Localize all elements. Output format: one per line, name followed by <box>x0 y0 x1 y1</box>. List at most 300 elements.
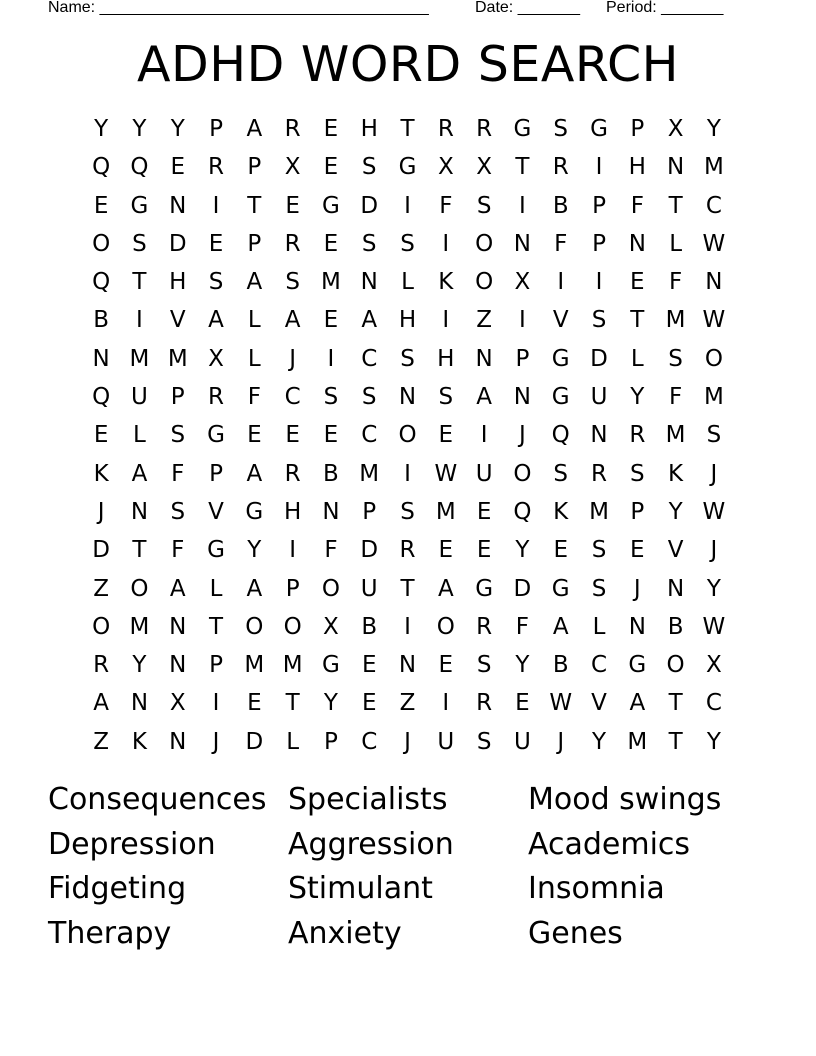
grid-letter: I <box>442 690 450 717</box>
grid-letter: N <box>628 613 646 640</box>
grid-letter: F <box>171 537 185 564</box>
grid-letter: E <box>438 537 454 564</box>
grid-letter: Y <box>591 728 607 755</box>
grid-letter: W <box>702 307 726 334</box>
grid-letter: X <box>476 154 492 181</box>
grid-letter: N <box>398 652 417 679</box>
grid-letter: V <box>552 307 569 334</box>
grid-letter: C <box>705 192 722 219</box>
grid-letter: W <box>702 613 726 640</box>
grid-letter: R <box>629 422 646 449</box>
grid-letter: S <box>591 307 607 334</box>
grid-letter: N <box>513 384 532 411</box>
grid-letter: R <box>208 384 225 411</box>
grid-letter: M <box>589 498 609 525</box>
grid-letter: N <box>666 575 685 602</box>
grid-letter: S <box>170 422 186 449</box>
grid-letter: I <box>212 690 220 717</box>
grid-letter: P <box>323 728 338 755</box>
grid-letter: D <box>245 728 264 755</box>
grid-letter: Z <box>93 575 110 602</box>
grid-letter: I <box>519 192 526 219</box>
grid-row <box>82 340 733 378</box>
word-list-item: Genes <box>528 916 623 952</box>
grid-letter: B <box>552 652 569 679</box>
grid-letter: Y <box>247 537 262 564</box>
grid-letter: O <box>398 422 417 449</box>
grid-letter: I <box>557 269 565 296</box>
grid-letter: I <box>404 613 411 640</box>
grid-letter: E <box>285 422 300 449</box>
grid-row <box>82 455 733 493</box>
grid-row <box>82 110 733 148</box>
grid-letter: Y <box>170 116 185 142</box>
grid-row <box>82 531 733 569</box>
grid-letter: Q <box>551 422 570 449</box>
grid-letter: H <box>398 307 417 334</box>
grid-letter: V <box>591 690 607 717</box>
grid-letter: M <box>359 460 380 487</box>
grid-letter: E <box>93 192 109 219</box>
grid-letter: D <box>590 345 608 372</box>
grid-letter: U <box>513 728 531 755</box>
grid-letter: K <box>131 728 147 755</box>
grid-letter: Z <box>93 728 110 755</box>
grid-letter: G <box>130 192 149 219</box>
grid-letter: Z <box>399 690 416 717</box>
grid-letter: T <box>132 269 147 296</box>
grid-letter: X <box>208 345 224 372</box>
grid-letter: G <box>245 498 264 525</box>
grid-letter: D <box>360 537 379 564</box>
grid-letter: D <box>360 192 379 219</box>
grid-letter: A <box>629 690 646 717</box>
grid-letter: T <box>400 575 415 602</box>
grid-letter: J <box>519 422 526 449</box>
grid-letter: E <box>323 154 339 181</box>
grid-letter: D <box>92 537 110 564</box>
grid-letter: R <box>591 460 607 487</box>
grid-letter: M <box>244 652 265 679</box>
grid-letter: J <box>710 460 718 487</box>
grid-letter: N <box>513 230 532 257</box>
grid-letter: N <box>322 498 340 525</box>
grid-letter: A <box>208 307 224 334</box>
grid-letter: G <box>207 422 225 449</box>
page-title: ADHD WORD SEARCH <box>136 36 680 93</box>
grid-letter: S <box>706 422 722 449</box>
grid-letter: G <box>628 652 647 679</box>
word-list <box>48 778 768 957</box>
grid-letter: B <box>667 613 684 640</box>
grid-letter: E <box>515 690 530 717</box>
grid-letter: P <box>630 498 645 525</box>
grid-letter: X <box>437 154 454 181</box>
grid-letter: M <box>703 384 724 411</box>
grid-letter: O <box>283 613 302 640</box>
grid-row <box>82 378 733 416</box>
grid-letter: A <box>169 575 186 602</box>
grid-letter: M <box>435 498 456 525</box>
grid-letter: O <box>513 460 532 487</box>
grid-letter: H <box>628 154 646 181</box>
grid-letter: B <box>361 613 378 640</box>
grid-letter: K <box>93 460 109 487</box>
grid-letter: L <box>630 345 644 372</box>
grid-letter: J <box>404 728 411 755</box>
grid-letter: I <box>595 269 603 296</box>
grid-letter: H <box>437 345 455 372</box>
grid-letter: E <box>170 154 186 181</box>
grid-letter: E <box>438 422 454 449</box>
grid-letter: E <box>323 307 339 334</box>
grid-row <box>82 148 733 186</box>
grid-letter: A <box>246 269 263 296</box>
grid-letter: S <box>476 652 492 679</box>
grid-letter: O <box>666 652 685 679</box>
grid-letter: T <box>132 537 147 564</box>
grid-letter: P <box>247 154 262 181</box>
grid-letter: Y <box>630 384 645 411</box>
grid-row <box>82 225 733 263</box>
grid-letter: G <box>551 575 570 602</box>
grid-letter: M <box>665 307 686 334</box>
grid-letter: Y <box>706 116 721 142</box>
grid-letter: T <box>400 116 415 142</box>
grid-letter: Y <box>323 690 338 717</box>
grid-letter: Q <box>513 498 532 525</box>
grid-letter: S <box>591 575 607 602</box>
grid-letter: W <box>549 690 573 717</box>
grid-letter: N <box>169 192 187 219</box>
grid-letter: O <box>475 269 494 296</box>
grid-letter: I <box>595 154 603 181</box>
grid-letter: C <box>361 345 378 372</box>
grid-letter: J <box>710 537 718 564</box>
student-info-header <box>48 0 748 20</box>
grid-letter: X <box>706 652 722 679</box>
grid-letter: R <box>284 230 301 257</box>
grid-letter: P <box>285 575 300 602</box>
grid-letter: B <box>93 307 110 334</box>
grid-letter: I <box>480 422 488 449</box>
grid-letter: Q <box>130 154 149 181</box>
grid-row <box>82 493 733 531</box>
grid-letter: K <box>553 498 569 525</box>
grid-letter: T <box>668 192 683 219</box>
grid-letter: B <box>323 460 339 487</box>
grid-letter: N <box>92 345 110 372</box>
grid-letter: E <box>630 537 645 564</box>
grid-letter: S <box>361 384 377 411</box>
grid-letter: S <box>361 230 377 257</box>
grid-letter: U <box>437 728 455 755</box>
grid-letter: T <box>668 728 683 755</box>
grid-letter: T <box>668 690 683 717</box>
grid-letter: M <box>282 652 303 679</box>
date-field: Date: _______ <box>475 0 580 16</box>
grid-letter: M <box>703 154 724 181</box>
grid-row <box>82 416 733 454</box>
grid-letter: E <box>361 652 377 679</box>
grid-letter: S <box>630 460 645 487</box>
grid-letter: A <box>246 575 263 602</box>
grid-letter: F <box>247 384 261 411</box>
grid-letter: O <box>92 230 111 257</box>
grid-letter: E <box>93 422 109 449</box>
grid-letter: H <box>360 116 378 142</box>
grid-letter: G <box>551 345 570 372</box>
grid-letter: E <box>323 422 339 449</box>
grid-letter: L <box>286 728 300 755</box>
grid-letter: I <box>212 192 220 219</box>
grid-letter: C <box>284 384 301 411</box>
grid-letter: E <box>323 116 339 142</box>
grid-letter: Y <box>515 652 530 679</box>
word-list-item: Mood swings <box>528 782 722 817</box>
grid-letter: J <box>289 345 297 372</box>
grid-letter: P <box>630 116 645 142</box>
grid-letter: G <box>207 537 225 564</box>
grid-letter: Q <box>92 269 111 296</box>
grid-letter: S <box>553 116 569 142</box>
grid-letter: G <box>513 116 532 142</box>
grid-letter: V <box>667 537 684 564</box>
grid-letter: I <box>519 307 526 334</box>
grid-letter: D <box>168 230 187 257</box>
grid-letter: H <box>283 498 302 525</box>
grid-letter: N <box>169 728 187 755</box>
grid-letter: Y <box>94 116 109 142</box>
word-list-item: Insomnia <box>528 871 665 907</box>
grid-letter: G <box>322 192 340 219</box>
grid-letter: C <box>705 690 722 717</box>
grid-letter: F <box>630 192 644 219</box>
grid-letter: E <box>553 537 568 564</box>
grid-letter: O <box>130 575 149 602</box>
grid-letter: J <box>633 575 641 602</box>
grid-letter: A <box>476 384 492 411</box>
grid-row <box>82 301 733 339</box>
grid-letter: P <box>209 460 223 487</box>
grid-letter: O <box>92 613 111 640</box>
grid-letter: L <box>209 575 223 602</box>
grid-letter: M <box>627 728 648 755</box>
grid-letter: A <box>246 116 263 142</box>
grid-letter: F <box>554 230 568 257</box>
grid-letter: Z <box>476 307 492 334</box>
grid-letter: F <box>668 384 683 411</box>
grid-letter: T <box>515 154 530 181</box>
grid-letter: E <box>630 269 645 296</box>
grid-letter: M <box>129 613 150 640</box>
word-list-item: Specialists <box>288 782 448 817</box>
grid-letter: G <box>398 154 417 181</box>
grid-letter: D <box>513 575 532 602</box>
grid-letter: U <box>475 460 493 487</box>
grid-letter: R <box>284 116 301 142</box>
grid-letter: R <box>208 154 225 181</box>
grid-letter: O <box>321 575 340 602</box>
grid-letter: R <box>552 154 569 181</box>
grid-row <box>82 646 733 684</box>
grid-letter: N <box>475 345 493 372</box>
grid-letter: S <box>668 345 683 372</box>
grid-letter: G <box>475 575 494 602</box>
grid-letter: E <box>247 422 262 449</box>
grid-letter: N <box>398 384 417 411</box>
grid-letter: M <box>167 345 188 372</box>
grid-letter: R <box>476 613 493 640</box>
grid-row <box>82 263 733 301</box>
grid-letter: P <box>170 384 185 411</box>
grid-letter: C <box>361 422 378 449</box>
grid-letter: P <box>592 192 606 219</box>
grid-letter: L <box>401 269 414 296</box>
grid-letter: L <box>247 307 261 334</box>
grid-letter: S <box>591 537 607 564</box>
grid-letter: S <box>361 154 377 181</box>
grid-letter: I <box>442 307 450 334</box>
grid-letter: N <box>169 652 187 679</box>
grid-letter: R <box>437 116 454 142</box>
grid-letter: A <box>93 690 110 717</box>
grid-letter: X <box>323 613 339 640</box>
grid-letter: O <box>704 345 723 372</box>
grid-letter: N <box>130 690 149 717</box>
grid-letter: R <box>284 460 301 487</box>
name-field: Name: _____________________________________ <box>48 0 429 16</box>
grid-letter: P <box>515 345 530 372</box>
grid-letter: F <box>171 460 185 487</box>
grid-letter: S <box>553 460 569 487</box>
grid-letter: I <box>289 537 297 564</box>
grid-letter: A <box>437 575 454 602</box>
grid-letter: M <box>321 269 341 296</box>
grid-row <box>82 608 733 646</box>
grid-letter: R <box>476 690 493 717</box>
grid-letter: M <box>129 345 150 372</box>
grid-letter: E <box>476 537 492 564</box>
grid-letter: S <box>132 230 147 257</box>
grid-letter: I <box>442 230 450 257</box>
word-list-item: Aggression <box>288 826 454 862</box>
grid-letter: N <box>705 269 723 296</box>
grid-letter: H <box>169 269 187 296</box>
grid-letter: J <box>557 728 565 755</box>
grid-letter: T <box>209 613 224 640</box>
grid-letter: S <box>476 728 492 755</box>
grid-letter: L <box>247 345 261 372</box>
grid-letter: V <box>169 307 186 334</box>
grid-letter: E <box>438 652 454 679</box>
grid-letter: G <box>590 116 608 142</box>
word-list-item: Anxiety <box>288 916 402 952</box>
letter-grid <box>82 110 733 761</box>
grid-row <box>82 570 733 608</box>
grid-letter: S <box>208 269 224 296</box>
grid-letter: W <box>702 498 726 525</box>
grid-letter: Y <box>515 537 530 564</box>
grid-letter: N <box>360 269 378 296</box>
grid-letter: I <box>136 307 143 334</box>
grid-letter: T <box>247 192 262 219</box>
grid-row <box>82 684 733 722</box>
grid-letter: P <box>209 116 223 142</box>
grid-letter: S <box>170 498 186 525</box>
grid-letter: I <box>327 345 335 372</box>
period-field: Period: _______ <box>606 0 724 16</box>
grid-letter: T <box>285 690 300 717</box>
grid-letter: R <box>399 537 416 564</box>
grid-letter: I <box>404 460 411 487</box>
grid-letter: W <box>702 230 726 257</box>
grid-letter: F <box>439 192 453 219</box>
grid-letter: E <box>247 690 262 717</box>
word-list-item: Depression <box>48 826 216 862</box>
grid-letter: U <box>131 384 148 411</box>
grid-letter: S <box>285 269 300 296</box>
grid-letter: X <box>284 154 301 181</box>
grid-letter: E <box>323 230 339 257</box>
grid-letter: G <box>322 652 340 679</box>
grid-letter: A <box>284 307 301 334</box>
grid-letter: P <box>592 230 606 257</box>
grid-letter: P <box>247 230 262 257</box>
grid-letter: R <box>93 652 110 679</box>
grid-letter: U <box>360 575 378 602</box>
grid-letter: T <box>630 307 645 334</box>
grid-letter: X <box>514 269 531 296</box>
grid-letter: A <box>552 613 569 640</box>
grid-letter: F <box>324 537 338 564</box>
grid-letter: O <box>436 613 455 640</box>
grid-letter: Y <box>132 652 147 679</box>
grid-letter: Y <box>668 498 683 525</box>
word-list-item: Therapy <box>48 916 172 952</box>
grid-letter: X <box>667 116 684 142</box>
grid-letter: N <box>169 613 187 640</box>
grid-letter: Q <box>92 154 111 181</box>
word-list-item: Academics <box>528 826 691 862</box>
grid-letter: Y <box>132 116 147 142</box>
grid-letter: J <box>212 728 220 755</box>
grid-letter: S <box>323 384 339 411</box>
grid-letter: K <box>668 460 684 487</box>
grid-letter: I <box>404 192 411 219</box>
grid-row <box>82 187 733 225</box>
grid-letter: Y <box>706 575 721 602</box>
grid-letter: C <box>590 652 608 679</box>
grid-letter: A <box>131 460 148 487</box>
grid-letter: N <box>590 422 608 449</box>
grid-letter: L <box>133 422 146 449</box>
grid-letter: P <box>362 498 377 525</box>
grid-letter: P <box>209 652 223 679</box>
grid-letter: W <box>434 460 458 487</box>
grid-letter: S <box>438 384 454 411</box>
grid-letter: N <box>628 230 646 257</box>
grid-letter: S <box>400 345 415 372</box>
grid-letter: F <box>515 613 530 640</box>
grid-letter: O <box>475 230 494 257</box>
grid-letter: N <box>130 498 149 525</box>
word-list-item: Stimulant <box>288 871 433 907</box>
grid-letter: U <box>590 384 608 411</box>
grid-letter: L <box>592 613 606 640</box>
grid-letter: X <box>169 690 186 717</box>
grid-letter: Y <box>706 728 721 755</box>
